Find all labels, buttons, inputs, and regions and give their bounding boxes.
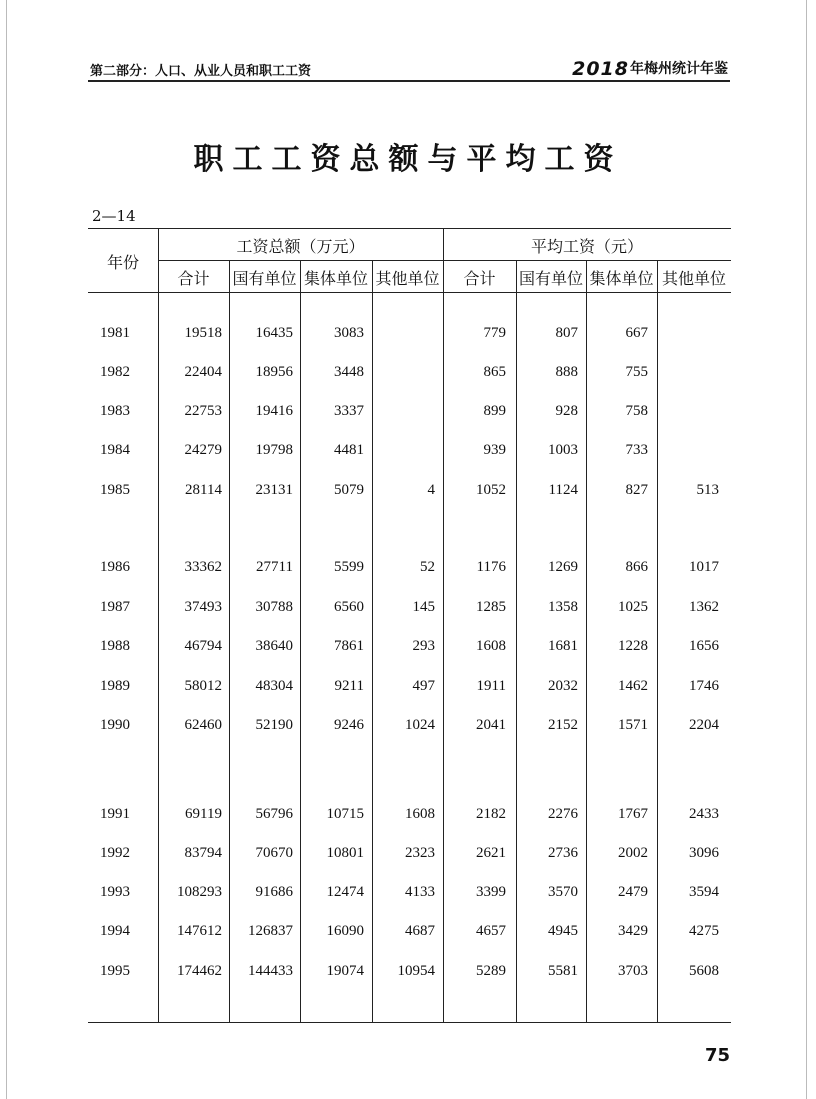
header-year: 年份 <box>106 253 139 272</box>
cell-avg-total: 1052 <box>476 482 506 498</box>
cell-collective: 3337 <box>334 403 364 419</box>
cell-total: 58012 <box>184 678 222 694</box>
cell-avg-collective: 1571 <box>618 717 648 733</box>
cell-avg-collective: 1462 <box>618 678 648 694</box>
cell-total: 69119 <box>185 806 222 822</box>
table-row <box>88 400 731 422</box>
cell-year: 1992 <box>100 845 130 861</box>
cell-collective: 5079 <box>334 482 364 498</box>
table-row <box>88 803 731 825</box>
table-row <box>88 960 731 982</box>
cell-other: 2323 <box>405 845 435 861</box>
cell-avg-collective: 733 <box>625 442 648 458</box>
cell-avg-collective: 1228 <box>618 638 648 654</box>
page-title: 职工工资总额与平均工资 <box>193 142 623 177</box>
cell-avg-collective: 827 <box>625 482 648 498</box>
cell-state-owned: 18956 <box>255 364 293 380</box>
header-bottom-rule <box>88 292 731 293</box>
cell-collective: 3448 <box>334 364 364 380</box>
table-row <box>88 556 731 578</box>
group-header-rule <box>158 260 731 261</box>
cell-avg-state-owned: 1358 <box>548 599 578 615</box>
cell-state-owned: 30788 <box>255 599 293 615</box>
cell-avg-collective: 755 <box>625 364 648 380</box>
cell-avg-state-owned: 1269 <box>548 559 578 575</box>
cell-year: 1989 <box>100 678 130 694</box>
cell-state-owned: 27711 <box>256 559 293 575</box>
cell-state-owned: 56796 <box>255 806 293 822</box>
cell-avg-other: 513 <box>696 482 719 498</box>
cell-year: 1981 <box>100 325 130 341</box>
cell-other: 1024 <box>405 717 435 733</box>
cell-avg-state-owned: 5581 <box>548 963 578 979</box>
cell-avg-other: 1017 <box>689 559 719 575</box>
cell-avg-other: 4275 <box>689 923 719 939</box>
subheader-avg-other: 其他单位 <box>661 269 726 288</box>
cell-avg-state-owned: 928 <box>555 403 578 419</box>
cell-collective: 9211 <box>334 678 364 694</box>
cell-year: 1983 <box>100 403 130 419</box>
cell-collective: 6560 <box>334 599 364 615</box>
cell-other: 293 <box>412 638 435 654</box>
table-row <box>88 479 731 501</box>
subheader-state-owned: 国有单位 <box>232 269 297 288</box>
cell-total: 28114 <box>185 482 222 498</box>
cell-avg-total: 3399 <box>476 884 506 900</box>
cell-avg-total: 939 <box>483 442 506 458</box>
cell-state-owned: 38640 <box>255 638 293 654</box>
cell-avg-state-owned: 807 <box>555 325 578 341</box>
cell-total: 46794 <box>184 638 222 654</box>
cell-total: 37493 <box>184 599 222 615</box>
cell-year: 1985 <box>100 482 130 498</box>
cell-state-owned: 144433 <box>248 963 293 979</box>
header-total-wage: 工资总额（万元） <box>236 237 365 256</box>
table-row <box>88 714 731 736</box>
cell-avg-collective: 667 <box>625 325 648 341</box>
cell-avg-state-owned: 888 <box>555 364 578 380</box>
cell-avg-collective: 3703 <box>618 963 648 979</box>
cell-avg-total: 865 <box>483 364 506 380</box>
cell-avg-other: 3096 <box>689 845 719 861</box>
cell-avg-total: 779 <box>483 325 506 341</box>
header-average-wage: 平均工资（元） <box>530 237 643 256</box>
subheader-collective: 集体单位 <box>303 269 368 288</box>
cell-year: 1987 <box>100 599 130 615</box>
cell-total: 83794 <box>184 845 222 861</box>
cell-avg-other: 1656 <box>689 638 719 654</box>
table-number: 2—14 <box>92 207 136 225</box>
cell-other: 52 <box>420 559 435 575</box>
cell-total: 24279 <box>184 442 222 458</box>
cell-state-owned: 19798 <box>255 442 293 458</box>
cell-total: 22404 <box>184 364 222 380</box>
cell-avg-state-owned: 2152 <box>548 717 578 733</box>
table-row <box>88 596 731 618</box>
subheader-total: 合计 <box>177 269 210 288</box>
subheader-avg-total: 合计 <box>463 269 496 288</box>
cell-total: 174462 <box>177 963 222 979</box>
cell-avg-other: 1746 <box>689 678 719 694</box>
cell-avg-state-owned: 1681 <box>548 638 578 654</box>
running-header <box>88 58 730 78</box>
cell-state-owned: 48304 <box>255 678 293 694</box>
cell-other: 145 <box>412 599 435 615</box>
cell-avg-state-owned: 2736 <box>548 845 578 861</box>
cell-other: 4 <box>427 482 435 498</box>
cell-state-owned: 52190 <box>255 717 293 733</box>
cell-avg-other: 2204 <box>689 717 719 733</box>
cell-avg-other: 5608 <box>689 963 719 979</box>
col-divider <box>443 228 444 1023</box>
cell-collective: 3083 <box>334 325 364 341</box>
table-row <box>88 920 731 942</box>
cell-collective: 16090 <box>326 923 364 939</box>
cell-year: 1991 <box>100 806 130 822</box>
subheader-avg-state-owned: 国有单位 <box>518 269 583 288</box>
cell-avg-state-owned: 4945 <box>548 923 578 939</box>
section-title: 第二部分：人口、从业人员和职工工资 <box>90 64 312 79</box>
yearbook-name: 年梅州统计年鉴 <box>630 61 728 77</box>
table-top-rule <box>88 228 731 229</box>
table-row <box>88 361 731 383</box>
cell-year: 1984 <box>100 442 130 458</box>
cell-year: 1993 <box>100 884 130 900</box>
cell-avg-total: 4657 <box>476 923 506 939</box>
table-bottom-rule <box>88 1022 731 1023</box>
cell-avg-total: 1176 <box>476 559 506 575</box>
cell-avg-collective: 3429 <box>618 923 648 939</box>
cell-collective: 5599 <box>334 559 364 575</box>
cell-avg-other: 2433 <box>689 806 719 822</box>
cell-state-owned: 16435 <box>255 325 293 341</box>
cell-avg-state-owned: 2276 <box>548 806 578 822</box>
data-table <box>88 228 731 1025</box>
cell-year: 1988 <box>100 638 130 654</box>
cell-avg-collective: 1767 <box>618 806 648 822</box>
cell-year: 1995 <box>100 963 130 979</box>
cell-avg-collective: 758 <box>625 403 648 419</box>
cell-avg-collective: 2002 <box>618 845 648 861</box>
cell-avg-total: 2621 <box>476 845 506 861</box>
cell-total: 62460 <box>184 717 222 733</box>
cell-state-owned: 23131 <box>255 482 293 498</box>
header-rule <box>88 80 730 82</box>
cell-collective: 7861 <box>334 638 364 654</box>
cell-avg-state-owned: 3570 <box>548 884 578 900</box>
cell-avg-total: 1608 <box>476 638 506 654</box>
cell-avg-other: 1362 <box>689 599 719 615</box>
cell-total: 19518 <box>184 325 222 341</box>
cell-collective: 4481 <box>334 442 364 458</box>
cell-total: 33362 <box>184 559 222 575</box>
cell-year: 1994 <box>100 923 130 939</box>
cell-collective: 9246 <box>334 717 364 733</box>
col-divider <box>158 228 159 1023</box>
cell-other: 497 <box>412 678 435 694</box>
subheader-other: 其他单位 <box>375 269 440 288</box>
cell-other: 10954 <box>397 963 435 979</box>
table-row <box>88 842 731 864</box>
cell-collective: 12474 <box>326 884 364 900</box>
book-title <box>572 58 728 80</box>
cell-state-owned: 19416 <box>255 403 293 419</box>
cell-collective: 10801 <box>326 845 364 861</box>
cell-other: 4687 <box>405 923 435 939</box>
cell-avg-total: 1911 <box>476 678 506 694</box>
cell-avg-state-owned: 1003 <box>548 442 578 458</box>
cell-avg-collective: 866 <box>625 559 648 575</box>
table-row <box>88 675 731 697</box>
cell-state-owned: 126837 <box>248 923 293 939</box>
table-row <box>88 881 731 903</box>
cell-avg-total: 5289 <box>476 963 506 979</box>
cell-year: 1990 <box>100 717 130 733</box>
cell-year: 1982 <box>100 364 130 380</box>
cell-total: 147612 <box>177 923 222 939</box>
cell-total: 108293 <box>177 884 222 900</box>
cell-avg-other: 3594 <box>689 884 719 900</box>
cell-avg-total: 2182 <box>476 806 506 822</box>
cell-state-owned: 91686 <box>255 884 293 900</box>
table-row <box>88 635 731 657</box>
cell-collective: 19074 <box>326 963 364 979</box>
cell-other: 1608 <box>405 806 435 822</box>
cell-year: 1986 <box>100 559 130 575</box>
cell-avg-state-owned: 1124 <box>548 482 578 498</box>
cell-state-owned: 70670 <box>255 845 293 861</box>
cell-other: 4133 <box>405 884 435 900</box>
cell-avg-state-owned: 2032 <box>548 678 578 694</box>
cell-avg-total: 2041 <box>476 717 506 733</box>
yearbook-year: 2018 <box>572 58 629 80</box>
page-number: 75 <box>704 1045 730 1066</box>
table-row <box>88 322 731 344</box>
subheader-avg-collective: 集体单位 <box>589 269 654 288</box>
cell-avg-total: 1285 <box>476 599 506 615</box>
table-row <box>88 439 731 461</box>
cell-avg-collective: 2479 <box>618 884 648 900</box>
cell-avg-total: 899 <box>483 403 506 419</box>
cell-avg-collective: 1025 <box>618 599 648 615</box>
cell-total: 22753 <box>184 403 222 419</box>
cell-collective: 10715 <box>326 806 364 822</box>
